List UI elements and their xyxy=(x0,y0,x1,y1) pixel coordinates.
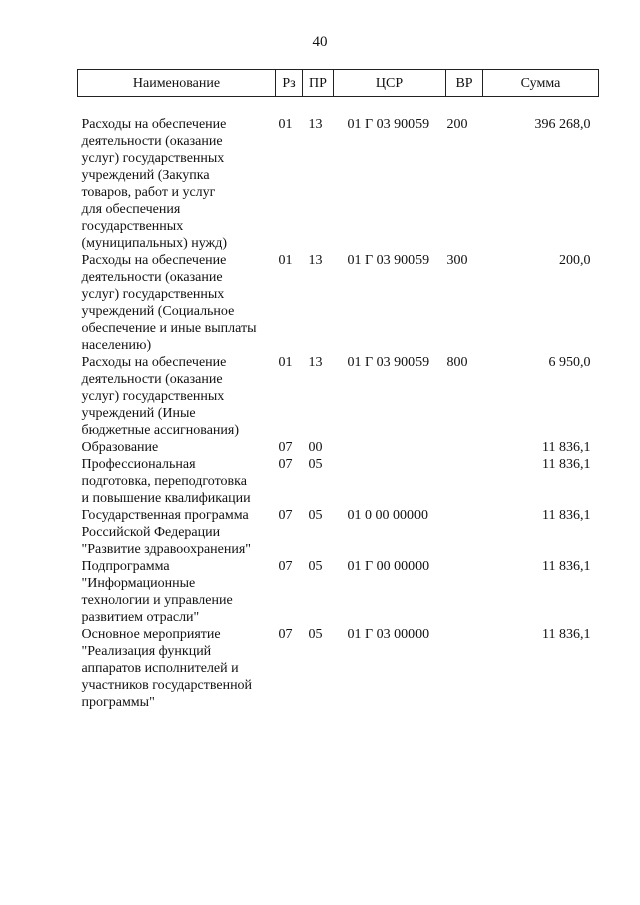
row-rz: 07 xyxy=(278,440,293,455)
row-rz: 07 xyxy=(278,457,293,472)
row-pr: 05 xyxy=(308,559,323,574)
header-vr: ВР xyxy=(446,70,483,97)
row-vr xyxy=(446,456,483,507)
table-row xyxy=(78,456,599,507)
row-sum: 11 836,1 xyxy=(542,457,591,472)
row-rz: 01 xyxy=(278,117,293,132)
row-rz: 01 xyxy=(278,253,293,268)
row-pr: 00 xyxy=(308,440,323,455)
row-vr: 800 xyxy=(446,355,468,370)
header-pr: ПР xyxy=(303,70,334,97)
row-vr xyxy=(446,626,483,711)
row-csr: 01 0 00 00000 xyxy=(347,508,428,523)
row-vr xyxy=(446,507,483,558)
row-csr: 01 Г 03 90059 xyxy=(347,253,430,268)
row-sum: 11 836,1 xyxy=(542,627,591,642)
table-row xyxy=(78,626,599,711)
row-sum: 11 836,1 xyxy=(542,508,591,523)
table-row xyxy=(78,439,599,456)
table-row xyxy=(78,252,599,354)
row-sum: 11 836,1 xyxy=(542,440,591,455)
row-name: Образование xyxy=(81,440,159,455)
row-sum: 200,0 xyxy=(559,253,591,268)
page-number: 40 xyxy=(312,34,328,50)
row-vr xyxy=(446,439,483,456)
row-rz: 01 xyxy=(278,355,293,370)
header-csr: ЦСР xyxy=(334,70,446,97)
row-name: Расходы на обеспечение деятельности (оказание услуг) государственных учреждений (Закупка товаров, работ и услуг для обеспечения государственных (муниципальных) нужд) xyxy=(81,117,228,251)
row-csr: 01 Г 03 00000 xyxy=(347,627,430,642)
row-pr: 13 xyxy=(308,253,323,268)
row-pr: 13 xyxy=(308,355,323,370)
row-vr xyxy=(446,558,483,626)
table-row xyxy=(78,354,599,439)
row-rz: 07 xyxy=(278,508,293,523)
row-rz: 07 xyxy=(278,627,293,642)
row-name: Профессиональная подготовка, переподготовка и повышение квалификации xyxy=(81,457,251,506)
table-row xyxy=(78,507,599,558)
row-name: Расходы на обеспечение деятельности (оказание услуг) государственных учреждений (Социальное обеспечение и иные выплаты населению) xyxy=(81,253,257,353)
row-name: Расходы на обеспечение деятельности (оказание услуг) государственных учреждений (Иные бюджетные ассигнования) xyxy=(81,355,240,438)
row-pr: 13 xyxy=(308,117,323,132)
row-vr: 300 xyxy=(446,253,468,268)
table-row xyxy=(78,116,599,252)
row-rz: 07 xyxy=(278,559,293,574)
header-name: Наименование xyxy=(78,70,276,97)
row-csr: 01 Г 03 90059 xyxy=(347,117,430,132)
row-vr: 200 xyxy=(446,117,468,132)
row-pr: 05 xyxy=(308,508,323,523)
row-sum: 396 268,0 xyxy=(534,117,591,132)
header-rz: Рз xyxy=(276,70,303,97)
table-row xyxy=(78,558,599,626)
row-csr: 01 Г 00 00000 xyxy=(347,559,430,574)
row-sum: 11 836,1 xyxy=(542,559,591,574)
row-csr: 01 Г 03 90059 xyxy=(347,355,430,370)
row-name: Подпрограмма "Информационные технологии и управление развитием отрасли" xyxy=(81,559,233,625)
budget-table xyxy=(77,69,599,711)
row-csr xyxy=(334,456,446,507)
row-csr xyxy=(334,439,446,456)
row-name: Государственная программа Российской Федерации "Развитие здравоохранения" xyxy=(81,508,252,557)
row-name: Основное мероприятие "Реализация функций аппаратов исполнителей и участников государственной программы" xyxy=(81,627,253,710)
header-sum: Сумма xyxy=(483,70,599,97)
row-pr: 05 xyxy=(308,457,323,472)
row-sum: 6 950,0 xyxy=(548,355,591,370)
row-pr: 05 xyxy=(308,627,323,642)
table-header-row xyxy=(78,70,599,97)
